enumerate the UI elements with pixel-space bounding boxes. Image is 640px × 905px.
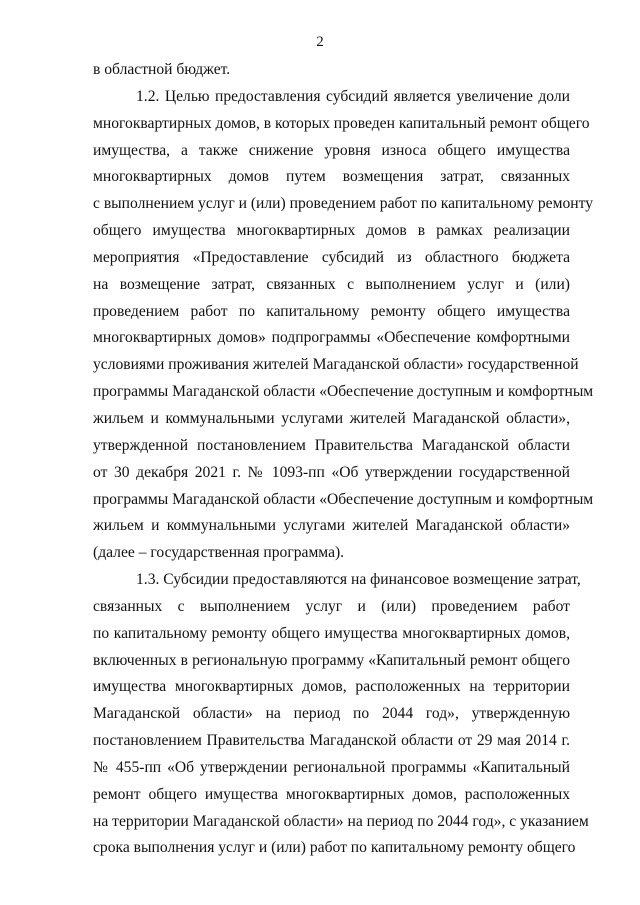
page-number: 2 [316,34,324,50]
text-line: в областной бюджет. [93,61,231,78]
text-line: на территории Магаданской области» на период по 2044 год», с указанием [93,812,589,830]
text-line: жильем и коммунальными услугами жителей Магаданской области», [93,409,570,427]
text-line: с выполнением услуг и (или) проведением работ по капитальному ремонту [93,195,594,213]
text-line: условиями проживания жителей Магаданской области» государственной [93,356,579,374]
text-line: ремонт общего имущества многоквартирных домов, расположенных [93,785,570,803]
text-line: жильем и коммунальными услугами жителей Магаданской области» [93,517,570,535]
text-line: имущества, а также снижение уровня износа общего имущества [93,141,570,159]
text-line: общего имущества многоквартирных домов в рамках реализации [93,222,570,240]
text-line: имущества многоквартирных домов, расположенных на территории [93,678,570,696]
text-line: многоквартирных домов» подпрограммы «Обеспечение комфортными [93,329,570,347]
text-line: на возмещение затрат, связанных с выполнением услуг и (или) [93,275,570,293]
document-body [93,57,594,862]
text-line: (далее – государственная программа). [93,544,345,562]
text-line: срока выполнения услуг и (или) работ по капитальному ремонту общего [93,839,576,857]
text-line: многоквартирных домов путем возмещения затрат, связанных [93,168,570,186]
text-line: Магаданской области» на период по 2044 год», утвержденную [93,705,570,723]
text-line: от 30 декабря 2021 г. № 1093-пп «Об утверждении государственной [93,463,570,481]
text-line: по капитальному ремонту общего имущества многоквартирных домов, [93,624,570,642]
text-line: проведением работ по капитальному ремонту общего имущества [93,302,570,320]
text-line: программы Магаданской области «Обеспечение доступным и комфортным [93,383,594,401]
text-line: программы Магаданской области «Обеспечение доступным и комфортным [93,490,594,508]
text-line: включенных в региональную программу «Капитальный ремонт общего [93,651,570,669]
text-line: многоквартирных домов, в которых проведен капитальный ремонт общего [93,114,590,132]
text-line: № 455-пп «Об утверждении региональной программы «Капитальный [93,758,570,776]
text-line: утвержденной постановлением Правительства Магаданской области [93,436,570,454]
paragraph-1-2-first-line: 1.2. Целью предоставления субсидий является увеличение доли [136,87,570,105]
text-line: мероприятия «Предоставление субсидий из областного бюджета [93,248,570,266]
text-line: связанных с выполнением услуг и (или) проведением работ [93,597,570,615]
paragraph-1-3-first-line: 1.3. Субсидии предоставляются на финансовое возмещение затрат, [136,571,581,589]
text-line: постановлением Правительства Магаданской области от 29 мая 2014 г. [93,732,570,750]
